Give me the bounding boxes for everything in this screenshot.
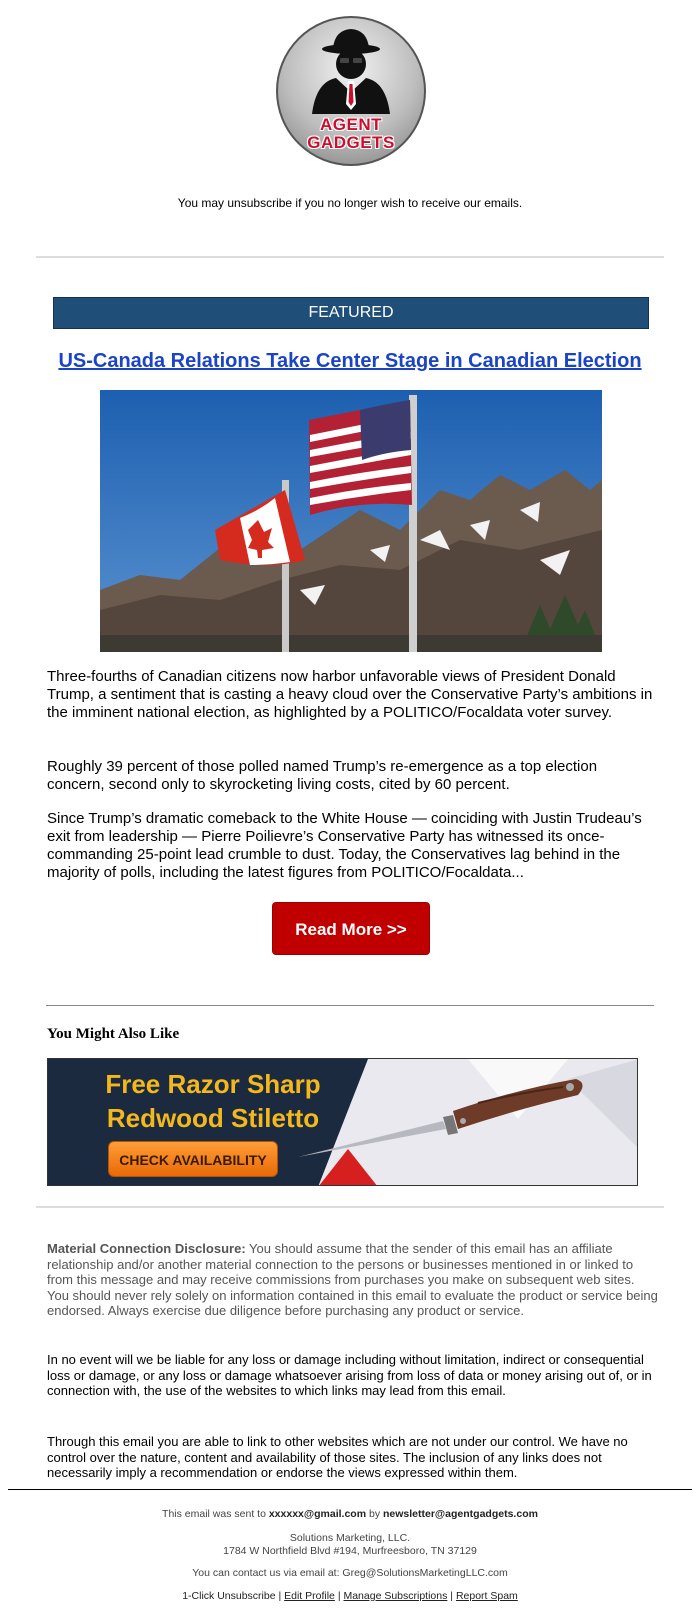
separator: | bbox=[275, 1590, 285, 1602]
article-paragraph: Three-fourths of Canadian citizens now harbor unfavorable views of President Donald Trump, a sentiment that is casting a heavy cloud over the Conservative Party’s ambitions in the imminent national election, as highlighted by a POLITICO/Focaldata voter survey. bbox=[47, 668, 653, 721]
divider bbox=[46, 1005, 654, 1006]
featured-banner: FEATURED bbox=[53, 297, 649, 329]
section-heading-you-might-also-like: You Might Also Like bbox=[47, 1026, 180, 1042]
disclosure-label: Material Connection Disclosure: bbox=[47, 1241, 246, 1256]
article-paragraph: Roughly 39 percent of those polled named Trump’s re-emergence as a top election concern, second only to skyrocketing living costs, cited by 60 percent. bbox=[47, 758, 598, 793]
manage-subscriptions-link[interactable]: Manage Subscriptions bbox=[343, 1590, 448, 1602]
unsubscribe-note[interactable]: You may unsubscribe if you no longer wish to receive our emails. bbox=[177, 196, 523, 210]
footer-divider bbox=[8, 1489, 692, 1490]
flags-mountain-image bbox=[100, 390, 602, 652]
agent-gadgets-logo[interactable] bbox=[276, 16, 426, 166]
company-address: 1784 W Northfield Blvd #194, Murfreesboro, TN 37129 bbox=[223, 1545, 477, 1557]
footer-links bbox=[0, 1590, 700, 1603]
one-click-unsubscribe-link[interactable]: 1-Click Unsubscribe bbox=[182, 1590, 276, 1602]
logo-badge bbox=[276, 16, 426, 166]
external-links-disclaimer: Through this email you are able to link to other websites which are not under our control. We have no control over the nature, content and availability of those sites. The inclusion of any links does not necessarily imply a recommendation or endorse the views expressed within them. bbox=[47, 1434, 628, 1480]
stiletto-ad-banner[interactable] bbox=[47, 1058, 638, 1186]
separator: | bbox=[334, 1590, 344, 1602]
article-hero-image[interactable] bbox=[100, 390, 602, 652]
check-availability-button[interactable]: CHECK AVAILABILITY bbox=[108, 1141, 278, 1177]
company-name: Solutions Marketing, LLC. bbox=[289, 1532, 411, 1544]
ad-headline-line1: Free Razor Sharp bbox=[105, 1069, 321, 1099]
disclosure-text: You should assume that the sender of this email has an affiliate relationship and/or another material connection to the persons or businesses mentioned in or linked to from this message and may receive commissions from purchases you make on subsequent web sites. You should never rely solely on information contained in this email to evaluate the product or service being endorsed. Always exercise due diligence before purchasing any product or service. bbox=[47, 1241, 658, 1318]
ad-headline-line2: Redwood Stiletto bbox=[106, 1103, 320, 1133]
sent-by-prefix: by bbox=[366, 1508, 383, 1520]
sender-email: newsletter@agentgadgets.com bbox=[383, 1508, 538, 1520]
article-headline-link[interactable]: US-Canada Relations Take Center Stage in Canadian Election bbox=[58, 350, 642, 372]
contact-line: You can contact us via email at: Greg@SolutionsMarketingLLC.com bbox=[192, 1567, 508, 1579]
recipient-email: xxxxxx@gmail.com bbox=[268, 1508, 367, 1520]
divider bbox=[36, 1206, 664, 1208]
liability-disclaimer: In no event will we be liable for any loss or damage including without limitation, indirect or consequential loss or damage, or any loss or damage whatsoever arising from loss of data or money arising out of, or in connection with, the use of the websites to which links may lead from this email. bbox=[47, 1352, 652, 1398]
sent-to-line bbox=[0, 1508, 700, 1521]
article-paragraph: Since Trump’s dramatic comeback to the White House — coinciding with Justin Trudeau’s exit from leadership — Pierre Poilievre’s Conservative Party has witnessed its once-commanding 25-point lead crumble to dust. Today, the Conservatives lag behind in the majority of polls, including the latest figures from POLITICO/Focaldata... bbox=[47, 810, 642, 881]
logo-text-line2: GADGETS bbox=[307, 133, 395, 152]
report-spam-link[interactable]: Report Spam bbox=[455, 1590, 518, 1602]
separator: | bbox=[447, 1590, 456, 1602]
read-more-button[interactable]: Read More >> bbox=[272, 902, 430, 955]
edit-profile-link[interactable]: Edit Profile bbox=[284, 1590, 335, 1602]
divider bbox=[36, 256, 664, 258]
sent-prefix: This email was sent to bbox=[162, 1508, 269, 1520]
material-disclosure bbox=[47, 1241, 659, 1319]
logo-text-line1: AGENT bbox=[320, 115, 382, 134]
